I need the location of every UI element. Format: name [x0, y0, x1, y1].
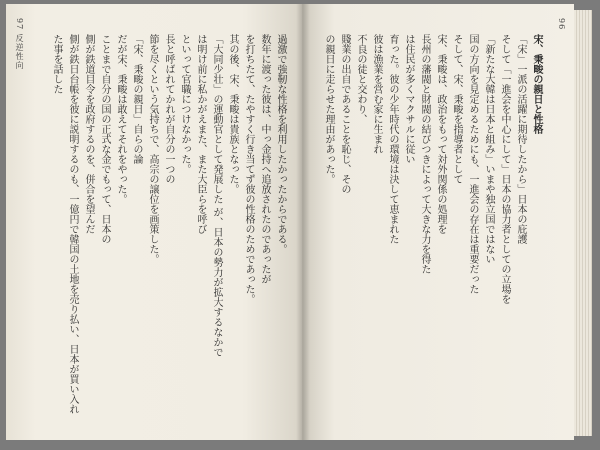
- text-line: 宋、秉畯は、政治をもって対外関係の処理を: [435, 34, 446, 234]
- text-line: 其の後、宋、秉畯は貴族となった。: [227, 34, 238, 194]
- text-line: そして「一進会を中心にして」日本の協力者としての立場を: [499, 34, 510, 304]
- text-line: 「宋」一派の活躍に期待したから」日本の庇護: [515, 34, 526, 244]
- left-page-text: [32, 34, 288, 422]
- text-line: 長と呼ばれてかれが自分の一つの: [163, 34, 174, 184]
- text-line: 長州の藩閥と財閥の結びつきによって大きな力を得た: [419, 34, 430, 274]
- text-line: 不良の徒と交わり、: [355, 34, 366, 124]
- book-gutter: [296, 4, 310, 440]
- text-line: 「大同少壮」の運動官として発展した が、日本の勢力が拡大するなかで: [211, 34, 222, 358]
- left-page-number: 97: [15, 18, 24, 31]
- text-line: 過激で強靭な性格を利用したかったからである。: [275, 34, 286, 254]
- text-line: だが宋、秉畯は敢えてそれをやった。: [115, 34, 126, 204]
- text-line: 側が鉄道目令を政府するのを、併合を望んだ: [83, 34, 94, 234]
- text-line: 国の方向を見定めるためにも、一進会の存在は重要だった: [467, 34, 478, 294]
- text-line: 賤業の出自であることを恥じ、その: [339, 34, 350, 194]
- text-line: 彼は漁業を営む家に生まれ: [371, 34, 382, 154]
- text-line: 育った。彼の少年時代の環境は決して恵まれた: [387, 34, 398, 244]
- text-line: そして、宋、秉畯を指導者として: [451, 34, 462, 184]
- left-running-head: [14, 18, 25, 70]
- text-line: といって官職につけなかった。: [179, 34, 190, 174]
- text-line: を打ちたて、たやすく行き当てず彼の性格のためであった。: [243, 34, 254, 304]
- text-line: 「宋、秉畯の親日」自らの論: [131, 34, 142, 164]
- text-line: は明け前に私かがえまた、また大臣らを呼び: [195, 34, 206, 234]
- left-running-title: 反逆性向: [15, 33, 24, 70]
- page-edges: [574, 10, 592, 436]
- text-line: 数年に渡った彼は、中っ金持へ追放されたのであったが: [259, 34, 270, 284]
- text-line: ことまで自分の国の正式な金でもって、日本の: [99, 34, 110, 244]
- right-page: [302, 4, 574, 440]
- section-heading: 宋、秉畯の親日と性格: [531, 34, 542, 134]
- left-page: [6, 4, 302, 440]
- right-page-number: 96: [557, 18, 566, 31]
- right-running-head: [557, 18, 566, 30]
- open-book: [6, 4, 592, 440]
- text-line: 側が鉄日台帳を彼に説明するのも、一億円で韓国の土地を売り払い、日本が買い入れた事を話した: [51, 34, 78, 414]
- text-line: の親日に走らせた理由があった。: [323, 34, 334, 184]
- text-line: 節を尽くという気持ちで、高宗の譲位を画策した。: [147, 34, 158, 264]
- text-line: 「新たな大韓は日本と組み」いまや独立国ではない: [483, 34, 494, 264]
- text-line: は住民が多くマクサルに従い: [403, 34, 414, 164]
- right-page-text: [320, 34, 544, 422]
